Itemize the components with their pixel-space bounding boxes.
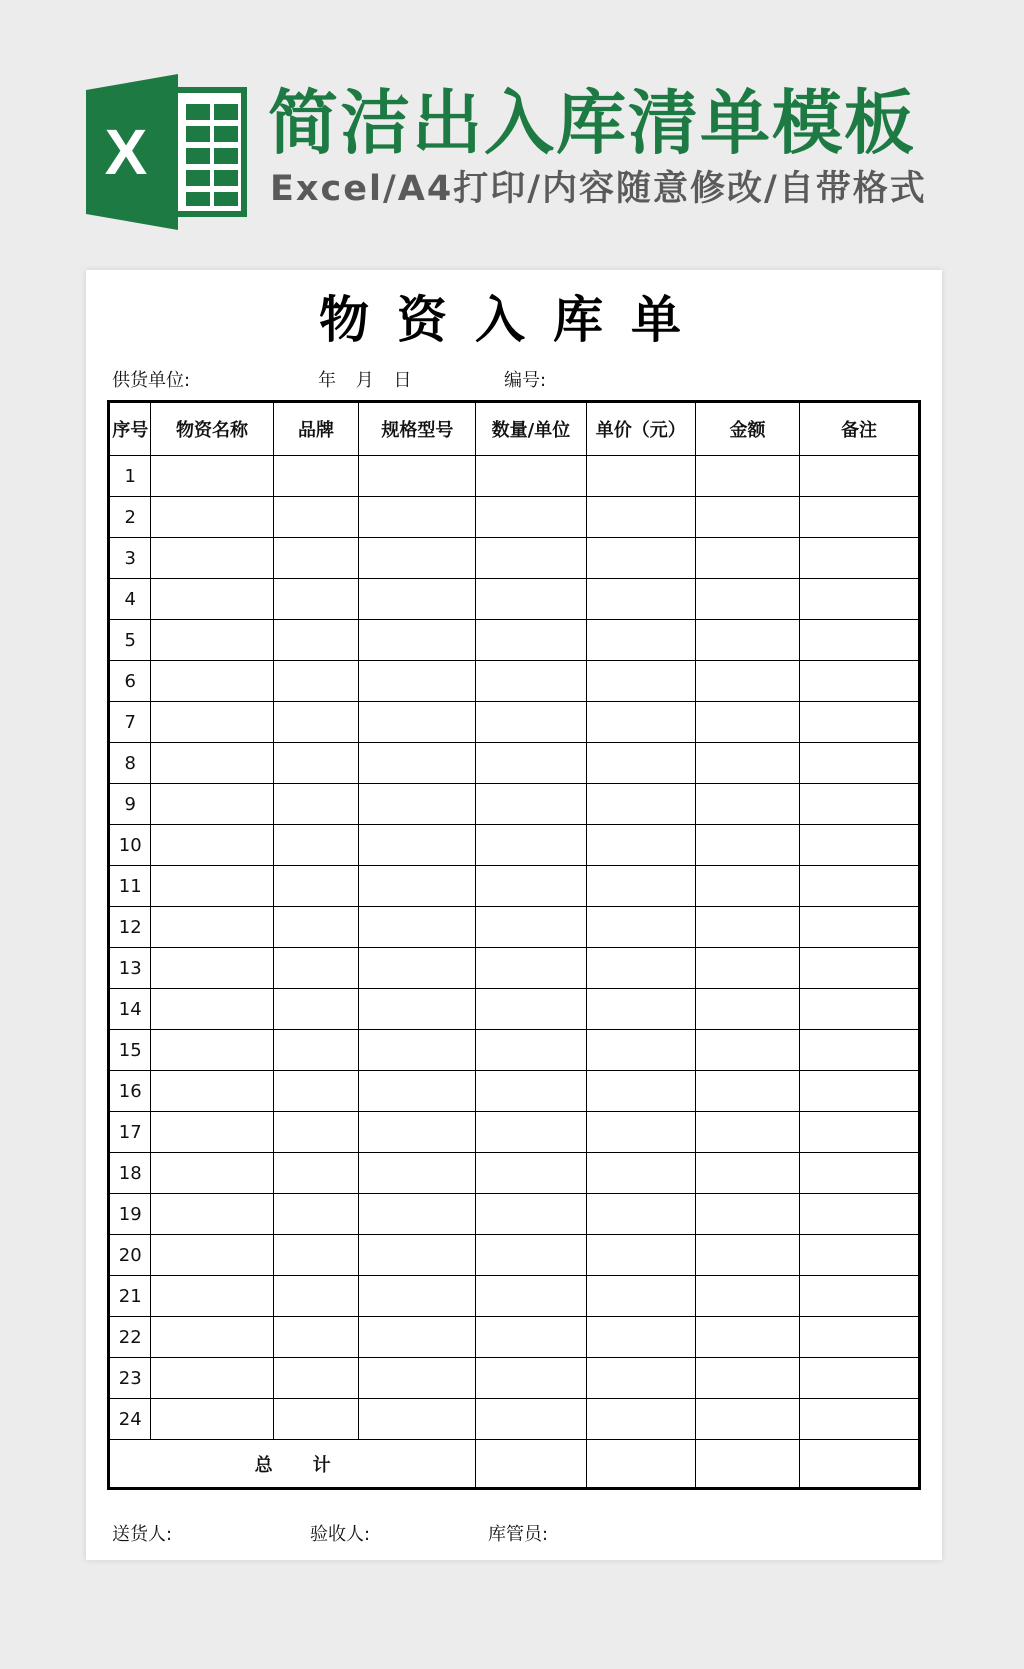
table-cell[interactable] — [586, 1194, 695, 1235]
row-number: 19 — [109, 1194, 151, 1235]
row-number: 15 — [109, 1030, 151, 1071]
row-number: 2 — [109, 497, 151, 538]
inventory-table-wrap — [107, 400, 921, 1490]
table-cell[interactable] — [476, 661, 586, 702]
row-number: 3 — [109, 538, 151, 579]
table-cell[interactable] — [586, 1399, 695, 1440]
table-cell[interactable] — [695, 661, 799, 702]
row-number: 13 — [109, 948, 151, 989]
table-cell[interactable] — [273, 456, 359, 497]
row-number: 18 — [109, 1153, 151, 1194]
table-cell[interactable] — [586, 907, 695, 948]
table-cell[interactable] — [273, 661, 359, 702]
table-cell[interactable] — [695, 497, 799, 538]
table-row — [109, 1071, 920, 1112]
table-row — [109, 1235, 920, 1276]
table-cell[interactable] — [359, 620, 476, 661]
row-number: 10 — [109, 825, 151, 866]
table-cell[interactable] — [359, 702, 476, 743]
table-cell[interactable] — [151, 866, 273, 907]
table-cell[interactable] — [359, 743, 476, 784]
table-cell[interactable] — [151, 1071, 273, 1112]
table-row — [109, 661, 920, 702]
table-cell[interactable] — [476, 1276, 586, 1317]
table-cell[interactable] — [273, 497, 359, 538]
table-cell[interactable] — [695, 1194, 799, 1235]
table-cell[interactable] — [586, 1235, 695, 1276]
table-row — [109, 784, 920, 825]
table-cell[interactable] — [586, 1358, 695, 1399]
table-cell[interactable] — [151, 538, 273, 579]
row-number: 12 — [109, 907, 151, 948]
table-cell[interactable] — [151, 1112, 273, 1153]
table-cell[interactable] — [695, 866, 799, 907]
table-cell[interactable] — [359, 1030, 476, 1071]
table-cell[interactable] — [586, 456, 695, 497]
table-cell[interactable] — [151, 1194, 273, 1235]
table-cell[interactable] — [799, 1358, 919, 1399]
table-cell[interactable] — [273, 1153, 359, 1194]
table-cell[interactable] — [695, 1358, 799, 1399]
column-header: 金额 — [695, 402, 799, 456]
total-cell-price[interactable] — [586, 1440, 695, 1489]
column-header: 单价（元） — [586, 402, 695, 456]
table-header-row — [109, 402, 920, 456]
table-cell[interactable] — [151, 989, 273, 1030]
table-cell[interactable] — [273, 1235, 359, 1276]
table-cell[interactable] — [799, 1317, 919, 1358]
table-cell[interactable] — [273, 989, 359, 1030]
table-cell[interactable] — [273, 1112, 359, 1153]
table-row — [109, 497, 920, 538]
total-row — [109, 1440, 920, 1489]
table-row — [109, 1358, 920, 1399]
column-header: 物资名称 — [151, 402, 273, 456]
table-cell[interactable] — [799, 579, 919, 620]
table-cell[interactable] — [799, 661, 919, 702]
table-cell[interactable] — [695, 743, 799, 784]
table-cell[interactable] — [359, 825, 476, 866]
table-row — [109, 907, 920, 948]
table-cell[interactable] — [151, 702, 273, 743]
column-header: 备注 — [799, 402, 919, 456]
row-number: 23 — [109, 1358, 151, 1399]
table-cell[interactable] — [151, 620, 273, 661]
table-row — [109, 948, 920, 989]
table-cell[interactable] — [151, 907, 273, 948]
row-number: 24 — [109, 1399, 151, 1440]
table-cell[interactable] — [151, 661, 273, 702]
table-cell[interactable] — [799, 1235, 919, 1276]
row-number: 9 — [109, 784, 151, 825]
table-cell[interactable] — [695, 784, 799, 825]
table-cell[interactable] — [586, 1153, 695, 1194]
table-cell[interactable] — [586, 702, 695, 743]
inspector-label: 验收人: — [310, 1524, 371, 1545]
table-cell[interactable] — [799, 866, 919, 907]
table-cell[interactable] — [476, 907, 586, 948]
table-cell[interactable] — [359, 1399, 476, 1440]
table-cell[interactable] — [695, 702, 799, 743]
table-cell[interactable] — [586, 1317, 695, 1358]
table-cell[interactable] — [359, 866, 476, 907]
table-cell[interactable] — [799, 989, 919, 1030]
table-cell[interactable] — [586, 948, 695, 989]
table-cell[interactable] — [695, 989, 799, 1030]
table-cell[interactable] — [151, 579, 273, 620]
table-cell[interactable] — [695, 620, 799, 661]
inventory-table — [107, 400, 921, 1490]
table-cell[interactable] — [476, 1317, 586, 1358]
table-cell[interactable] — [273, 1194, 359, 1235]
table-row — [109, 866, 920, 907]
excel-icon — [86, 74, 248, 230]
table-cell[interactable] — [586, 784, 695, 825]
table-cell[interactable] — [273, 1399, 359, 1440]
table-cell[interactable] — [695, 1399, 799, 1440]
total-label: 总计 — [109, 1440, 476, 1489]
table-cell[interactable] — [586, 579, 695, 620]
table-cell[interactable] — [695, 1153, 799, 1194]
row-number: 1 — [109, 456, 151, 497]
table-cell[interactable] — [476, 1399, 586, 1440]
table-cell[interactable] — [273, 702, 359, 743]
table-cell[interactable] — [695, 1071, 799, 1112]
table-cell[interactable] — [476, 1153, 586, 1194]
table-cell[interactable] — [359, 456, 476, 497]
table-row — [109, 702, 920, 743]
table-row — [109, 1276, 920, 1317]
deliverer-label: 送货人: — [112, 1524, 173, 1545]
table-cell[interactable] — [586, 1030, 695, 1071]
row-number: 21 — [109, 1276, 151, 1317]
table-row — [109, 743, 920, 784]
table-cell[interactable] — [273, 948, 359, 989]
form-title: 物资入库单 — [319, 291, 709, 349]
table-cell[interactable] — [273, 866, 359, 907]
table-cell[interactable] — [799, 497, 919, 538]
table-cell[interactable] — [799, 907, 919, 948]
table-cell[interactable] — [151, 1358, 273, 1399]
table-cell[interactable] — [799, 1276, 919, 1317]
column-header: 序号 — [109, 402, 151, 456]
table-row — [109, 825, 920, 866]
table-cell[interactable] — [799, 1071, 919, 1112]
row-number: 20 — [109, 1235, 151, 1276]
banner-subtitle: Excel/A4打印/内容随意修改/自带格式 — [270, 169, 927, 209]
logo-letter: X — [104, 116, 148, 188]
table-cell[interactable] — [476, 825, 586, 866]
table-cell[interactable] — [695, 907, 799, 948]
table-cell[interactable] — [586, 620, 695, 661]
table-cell[interactable] — [359, 784, 476, 825]
table-cell[interactable] — [359, 948, 476, 989]
table-cell[interactable] — [476, 1358, 586, 1399]
table-cell[interactable] — [586, 1276, 695, 1317]
table-cell[interactable] — [273, 743, 359, 784]
table-cell[interactable] — [695, 579, 799, 620]
table-cell[interactable] — [476, 456, 586, 497]
table-cell[interactable] — [586, 538, 695, 579]
table-cell[interactable] — [695, 1235, 799, 1276]
table-cell[interactable] — [273, 1030, 359, 1071]
table-cell[interactable] — [151, 784, 273, 825]
column-header: 数量/单位 — [476, 402, 586, 456]
table-cell[interactable] — [586, 866, 695, 907]
table-cell[interactable] — [359, 1358, 476, 1399]
banner-title: 简洁出入库清单模板 — [268, 82, 916, 164]
table-cell[interactable] — [151, 1153, 273, 1194]
table-row — [109, 579, 920, 620]
total-cell-remark[interactable] — [799, 1440, 919, 1489]
table-cell[interactable] — [799, 1112, 919, 1153]
table-cell[interactable] — [359, 661, 476, 702]
table-cell[interactable] — [151, 1276, 273, 1317]
table-cell[interactable] — [359, 1317, 476, 1358]
table-cell[interactable] — [476, 1194, 586, 1235]
table-cell[interactable] — [151, 1235, 273, 1276]
table-cell[interactable] — [151, 1317, 273, 1358]
table-cell[interactable] — [476, 1030, 586, 1071]
table-cell[interactable] — [151, 743, 273, 784]
table-cell[interactable] — [151, 497, 273, 538]
table-cell[interactable] — [799, 784, 919, 825]
table-cell[interactable] — [273, 907, 359, 948]
table-cell[interactable] — [586, 825, 695, 866]
table-cell[interactable] — [799, 948, 919, 989]
table-cell[interactable] — [799, 1153, 919, 1194]
table-cell[interactable] — [476, 497, 586, 538]
table-cell[interactable] — [476, 702, 586, 743]
table-cell[interactable] — [151, 948, 273, 989]
table-cell[interactable] — [359, 579, 476, 620]
table-cell[interactable] — [273, 538, 359, 579]
table-cell[interactable] — [359, 907, 476, 948]
table-cell[interactable] — [799, 620, 919, 661]
table-row — [109, 538, 920, 579]
table-row — [109, 1317, 920, 1358]
table-cell[interactable] — [799, 825, 919, 866]
column-header: 品牌 — [273, 402, 359, 456]
table-cell[interactable] — [273, 620, 359, 661]
table-cell[interactable] — [151, 1030, 273, 1071]
table-cell[interactable] — [476, 620, 586, 661]
row-number: 8 — [109, 743, 151, 784]
table-cell[interactable] — [359, 1153, 476, 1194]
table-cell[interactable] — [695, 948, 799, 989]
table-cell[interactable] — [476, 866, 586, 907]
table-row — [109, 1194, 920, 1235]
table-row — [109, 989, 920, 1030]
table-cell[interactable] — [799, 1194, 919, 1235]
row-number: 6 — [109, 661, 151, 702]
table-cell[interactable] — [799, 538, 919, 579]
table-cell[interactable] — [476, 1071, 586, 1112]
table-cell[interactable] — [273, 579, 359, 620]
date-label: 年 月 日 — [318, 370, 412, 391]
table-cell[interactable] — [151, 1399, 273, 1440]
table-row — [109, 1112, 920, 1153]
total-cell-amount[interactable] — [695, 1440, 799, 1489]
table-cell[interactable] — [359, 1235, 476, 1276]
row-number: 5 — [109, 620, 151, 661]
table-cell[interactable] — [476, 989, 586, 1030]
table-cell[interactable] — [359, 1276, 476, 1317]
row-number: 22 — [109, 1317, 151, 1358]
table-row — [109, 1399, 920, 1440]
table-row — [109, 1030, 920, 1071]
row-number: 16 — [109, 1071, 151, 1112]
table-cell[interactable] — [695, 1030, 799, 1071]
table-cell[interactable] — [476, 1112, 586, 1153]
number-label: 编号: — [504, 370, 547, 391]
table-cell[interactable] — [273, 784, 359, 825]
table-cell[interactable] — [695, 1317, 799, 1358]
table-cell[interactable] — [586, 989, 695, 1030]
table-cell[interactable] — [799, 743, 919, 784]
table-cell[interactable] — [476, 743, 586, 784]
table-cell[interactable] — [273, 1276, 359, 1317]
table-cell[interactable] — [586, 661, 695, 702]
table-cell[interactable] — [359, 989, 476, 1030]
table-cell[interactable] — [586, 1112, 695, 1153]
table-cell[interactable] — [359, 497, 476, 538]
table-cell[interactable] — [476, 538, 586, 579]
table-row — [109, 1153, 920, 1194]
table-row — [109, 620, 920, 661]
row-number: 4 — [109, 579, 151, 620]
table-cell[interactable] — [476, 948, 586, 989]
table-cell[interactable] — [151, 456, 273, 497]
table-cell[interactable] — [799, 702, 919, 743]
table-cell[interactable] — [695, 1112, 799, 1153]
total-cell-quantity[interactable] — [476, 1440, 586, 1489]
table-cell[interactable] — [586, 743, 695, 784]
table-cell[interactable] — [799, 456, 919, 497]
supplier-label: 供货单位: — [112, 370, 191, 391]
table-cell[interactable] — [695, 538, 799, 579]
table-cell[interactable] — [359, 1071, 476, 1112]
table-cell[interactable] — [586, 497, 695, 538]
table-cell[interactable] — [476, 784, 586, 825]
table-cell[interactable] — [151, 825, 273, 866]
table-cell[interactable] — [695, 456, 799, 497]
table-cell[interactable] — [476, 579, 586, 620]
table-cell[interactable] — [273, 825, 359, 866]
table-cell[interactable] — [586, 1071, 695, 1112]
table-cell[interactable] — [799, 1399, 919, 1440]
table-cell[interactable] — [273, 1317, 359, 1358]
header-banner — [0, 0, 1024, 260]
column-header: 规格型号 — [359, 402, 476, 456]
table-cell[interactable] — [359, 538, 476, 579]
table-cell[interactable] — [476, 1235, 586, 1276]
table-cell[interactable] — [359, 1112, 476, 1153]
table-cell[interactable] — [359, 1194, 476, 1235]
row-number: 14 — [109, 989, 151, 1030]
row-number: 11 — [109, 866, 151, 907]
table-body — [109, 456, 920, 1440]
table-cell[interactable] — [695, 825, 799, 866]
table-cell[interactable] — [273, 1358, 359, 1399]
row-number: 17 — [109, 1112, 151, 1153]
table-cell[interactable] — [799, 1030, 919, 1071]
form-sheet — [86, 270, 942, 1560]
table-cell[interactable] — [273, 1071, 359, 1112]
row-number: 7 — [109, 702, 151, 743]
keeper-label: 库管员: — [488, 1524, 549, 1545]
table-row — [109, 456, 920, 497]
table-cell[interactable] — [695, 1276, 799, 1317]
